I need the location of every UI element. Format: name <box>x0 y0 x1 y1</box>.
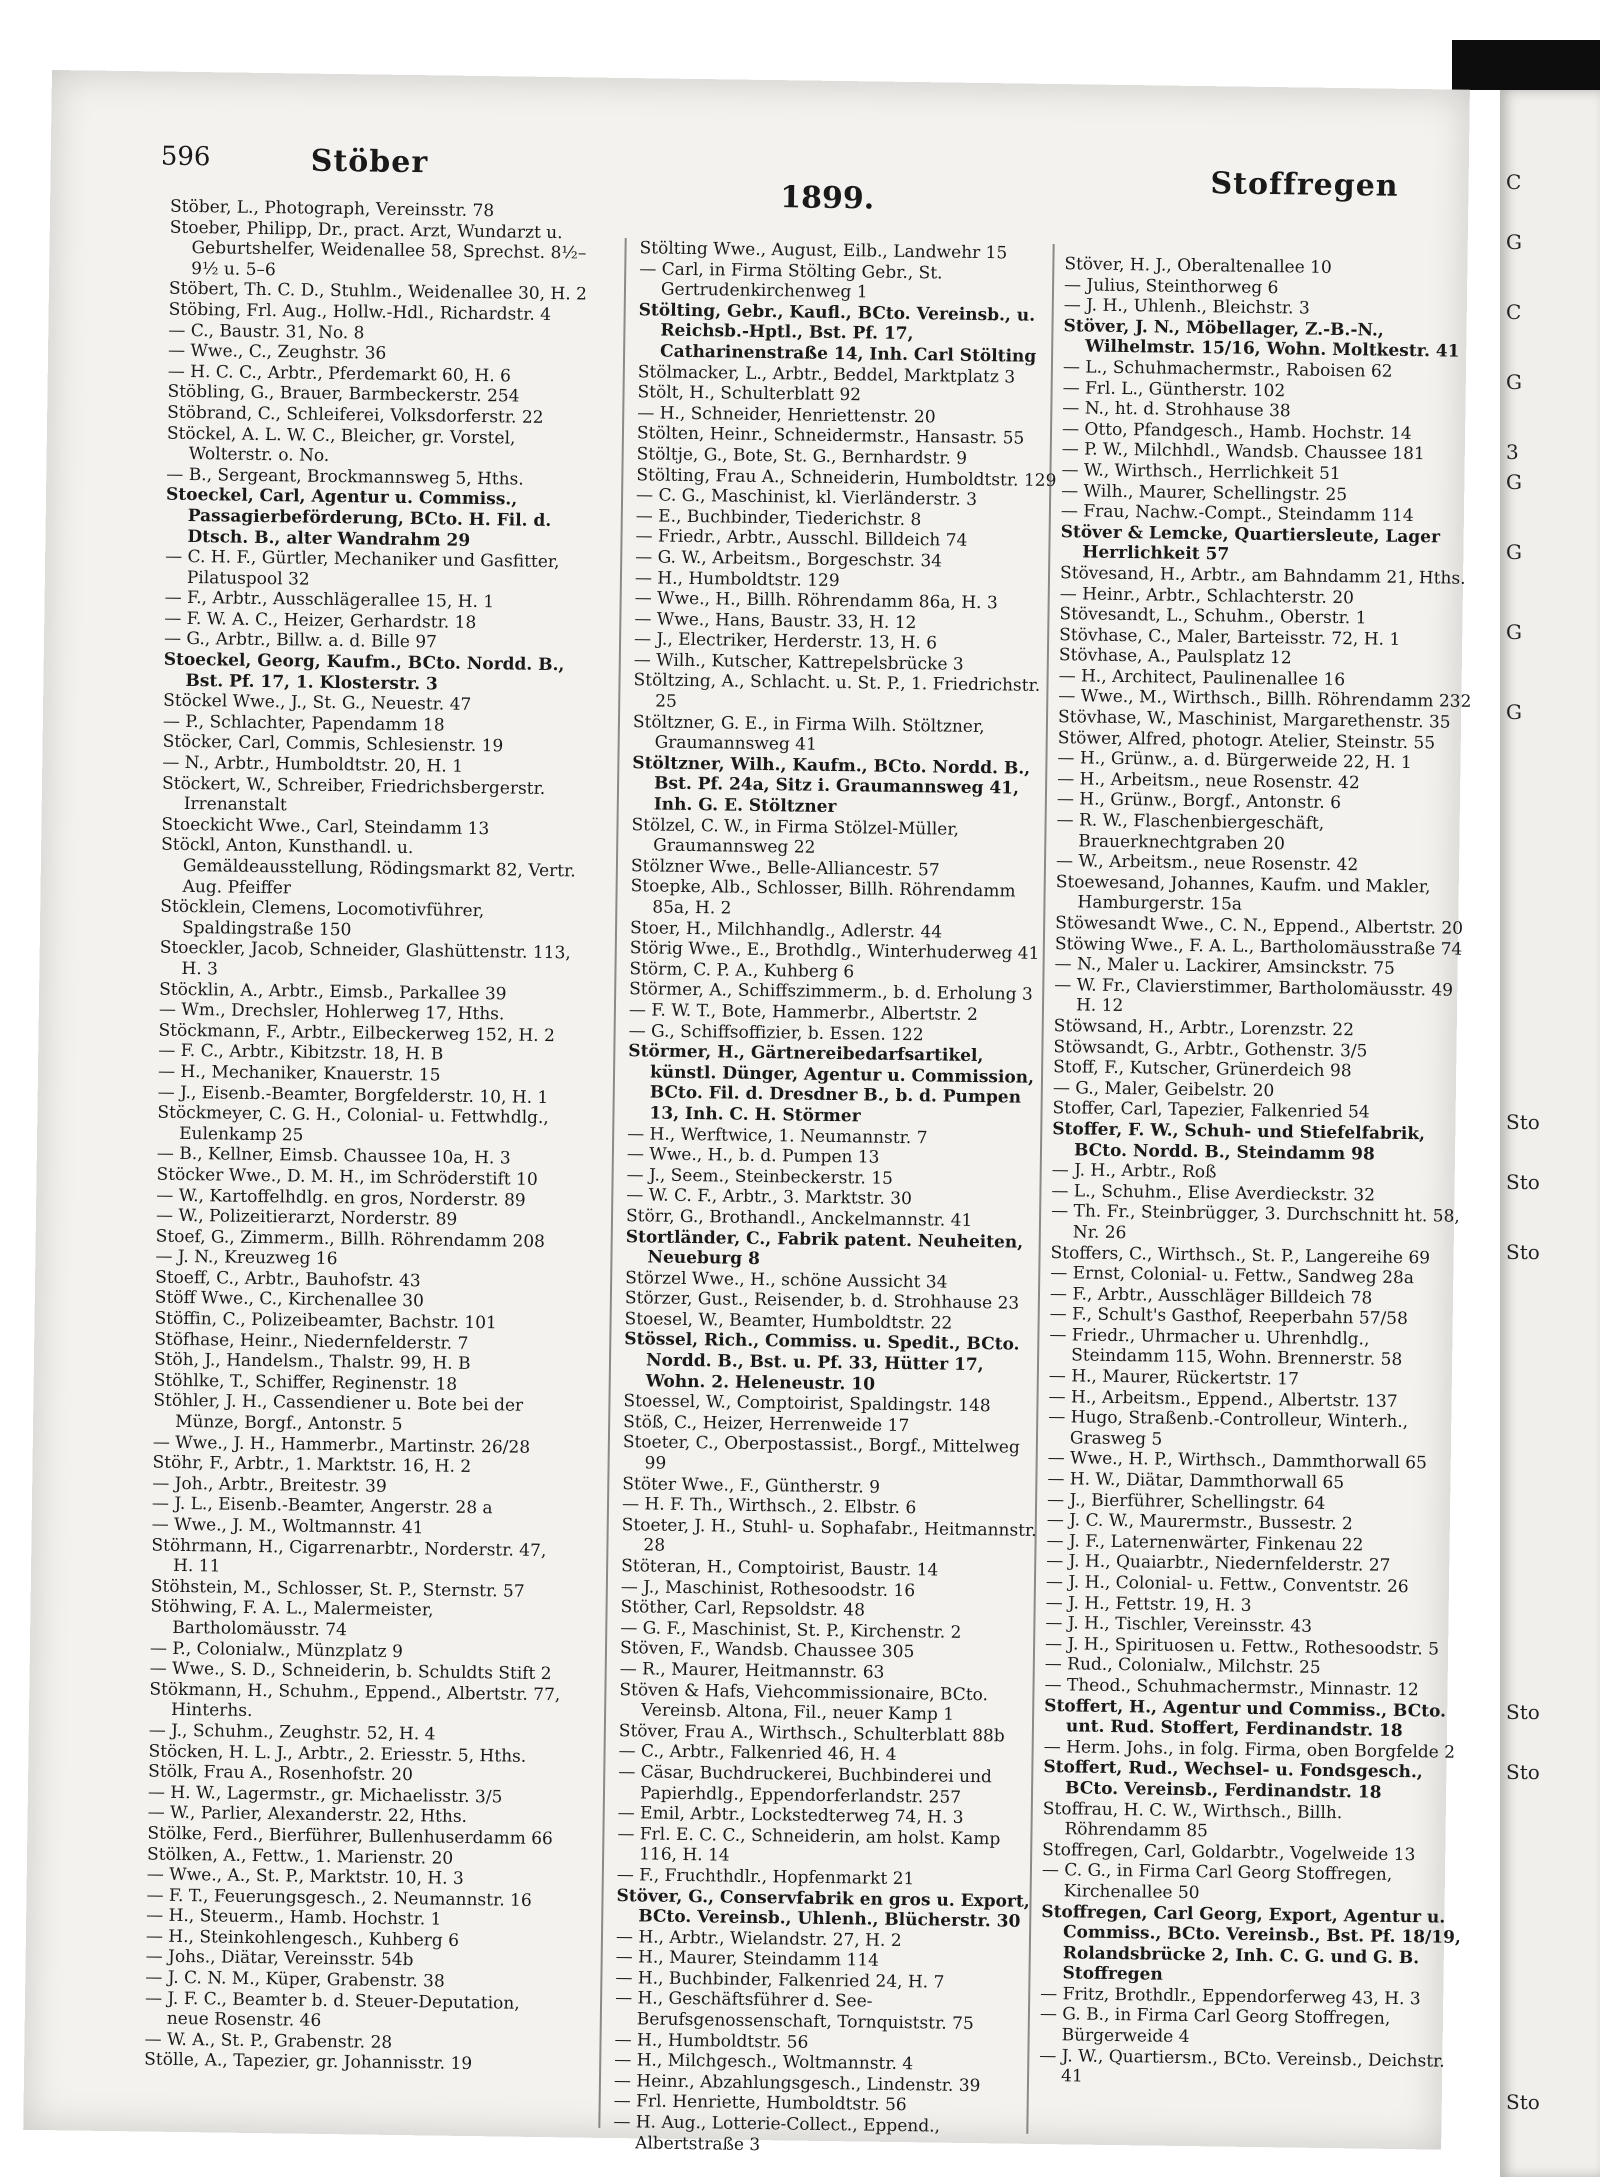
directory-entry: — Wwe., H., b. d. Pumpen 13 <box>626 1144 880 1168</box>
directory-entry: — C., Baustr. 31, No. 8 <box>168 320 365 343</box>
directory-entry: Stoeckicht Wwe., Carl, Steindamm 13 <box>161 814 490 839</box>
directory-entry: — Friedr., Uhrmacher u. Uhrenhdlg., Steindamm 115, Wohn. Brennerstr. 58 <box>1049 1324 1403 1371</box>
directory-entry: — C. G., Maschinist, kl. Vierländerstr. 3 <box>635 485 978 511</box>
directory-entry: Stölt, H., Schulterblatt 92 <box>637 382 862 406</box>
page-number: 596 <box>160 141 211 173</box>
directory-entry: Stöteran, H., Comptoirist, Baustr. 14 <box>621 1556 939 1581</box>
directory-entry: — J. H., Quaiarbtr., Niedernfelderstr. 27 <box>1046 1551 1391 1577</box>
directory-entry: — B., Sergeant, Brockmannsweg 5, Hths. <box>166 464 524 490</box>
directory-entry: — J. H., Colonial- u. Fettw., Conventstr. 26 <box>1045 1572 1409 1598</box>
directory-entry: Stoffers, C., Wirthsch., St. P., Langereihe 69 <box>1050 1242 1431 1268</box>
directory-entry: — G. B., in Firma Carl Georg Stoffregen, Bürgerweide 4 <box>1039 2004 1391 2048</box>
directory-entry: Störmer, H., Gärtnereibedarfsartikel, künstl. Dünger, Agentur u. Commission, BCto. Fil. d. Dresdner B., b. d. Pumpen 13, Inh. C. H. Störmer <box>628 1041 1035 1127</box>
directory-entry: — Otto, Pfandgesch., Hamb. Hochstr. 14 <box>1061 418 1412 444</box>
directory-entry: Stöcken, H. L. J., Arbtr., 2. Eriesstr. 5, Hths. <box>148 1741 527 1767</box>
next-page-fragment: 3 <box>1506 440 1519 464</box>
directory-entry: Stöcker Wwe., D. M. H., im Schröderstift 10 <box>156 1164 538 1190</box>
directory-entry: Stöltzing, A., Schlacht. u. St. P., 1. Friedrichstr. 25 <box>633 670 1041 712</box>
directory-entry: Stoffer, F. W., Schuh- und Stiefelfabrik, BCto. Nordd. B., Steindamm 98 <box>1052 1119 1426 1165</box>
directory-entry: Stöckert, W., Schreiber, Friedrichsbergerstr. Irrenanstalt <box>161 773 546 816</box>
directory-entry: — F., Arbtr., Ausschlägerallee 15, H. 1 <box>164 587 495 613</box>
directory-entry: — H., Grünw., Borgf., Antonstr. 6 <box>1056 789 1342 814</box>
directory-entry: Stoff, F., Kutscher, Grünerdeich 98 <box>1053 1057 1352 1082</box>
directory-entry: Stöver, Frau A., Wirthsch., Schulterblatt 88b <box>618 1720 1005 1747</box>
scanner-shadow <box>1452 40 1600 90</box>
directory-entry: — Herm. Johs., in folg. Firma, oben Borgfelde 2 <box>1043 1736 1456 1763</box>
directory-entry: — R., Maurer, Heitmannstr. 63 <box>619 1659 885 1683</box>
directory-entry: Störzel Wwe., H., schöne Aussicht 34 <box>625 1267 948 1293</box>
directory-entry: Stöbing, Frl. Aug., Hollw.-Hdl., Richardstr. 4 <box>168 299 552 325</box>
directory-entry: — Heinr., Abzahlungsgesch., Lindenstr. 39 <box>613 2070 981 2097</box>
directory-entry: Stölten, Heinr., Schneidermstr., Hansastr. 55 <box>636 423 1025 449</box>
directory-entry: Stöver, G., Conservfabrik en gros u. Export, BCto. Vereinsb., Uhlenh., Blücherstr. 30 <box>616 1885 1030 1932</box>
directory-entry: Stoer, H., Milchhandlg., Adlerstr. 44 <box>629 917 943 943</box>
directory-entry: — N., Maler u. Lackirer, Amsinckstr. 75 <box>1054 954 1395 980</box>
next-page-fragment: G <box>1506 370 1522 394</box>
directory-entry: — Wwe., J. H., Hammerbr., Martinstr. 26/28 <box>152 1432 531 1458</box>
directory-entry: Stöven, F., Wandsb. Chaussee 305 <box>619 1638 915 1663</box>
directory-entry: Stölzel, C. W., in Firma Stölzel-Müller, Graumannsweg 22 <box>631 814 960 858</box>
directory-entry: Stölke, Ferd., Bierführer, Bullenhuserdamm 66 <box>147 1823 553 1850</box>
directory-entry: — H., Milchgesch., Woltmannstr. 4 <box>614 2050 914 2075</box>
directory-entry: Stövhase, C., Maler, Barteisstr. 72, H. 1 <box>1059 624 1401 650</box>
directory-entry: — H. C. C., Arbtr., Pferdemarkt 60, H. 6 <box>167 361 512 387</box>
directory-entry: Störr, G., Brothandl., Anckelmannstr. 41 <box>625 1206 973 1231</box>
next-page-fragment: G <box>1506 470 1522 494</box>
directory-entry: Stöhler, J. H., Cassendiener u. Bote bei der Münze, Borgf., Antonstr. 5 <box>153 1390 524 1436</box>
directory-entry: — J. H., Spirituosen u. Fettw., Rothesoodstr. 5 <box>1044 1633 1440 1660</box>
directory-entry: — B., Kellner, Eimsb. Chaussee 10a, H. 3 <box>156 1143 511 1169</box>
directory-entry: — Wilh., Kutscher, Kattrepelsbrücke 3 <box>633 650 964 675</box>
directory-entry: Stöwsand, H., Arbtr., Lorenzstr. 22 <box>1053 1016 1355 1041</box>
directory-entry: — Wwe., Hans, Baustr. 33, H. 12 <box>634 608 917 633</box>
directory-entry: — Frl. E. C. C., Schneiderin, am holst. Kamp 116, H. 14 <box>617 1823 1001 1866</box>
directory-entry: — H., Arbeitsm., neue Rosenstr. 42 <box>1057 768 1360 794</box>
directory-entry: Stöckmeyer, C. G. H., Colonial- u. Fettwhdlg., Eulenkamp 25 <box>157 1102 549 1146</box>
directory-entry: — Joh., Arbtr., Breitestr. 39 <box>152 1473 387 1497</box>
directory-entry: — Johs., Diätar, Vereinsstr. 54b <box>145 1946 414 1971</box>
header-right-catchword: Stoffregen <box>1210 166 1399 204</box>
directory-entry: Stoffer, Carl, Tapezier, Falkenried 54 <box>1052 1098 1370 1123</box>
directory-entry: Stölting Wwe., August, Eilb., Landwehr 15 <box>639 238 1008 264</box>
directory-entry: Stöfhase, Heinr., Niedernfelderstr. 7 <box>154 1329 469 1354</box>
directory-entry: Stölzner Wwe., Belle-Alliancestr. 57 <box>630 855 940 881</box>
directory-entry: — C. H. F., Gürtler, Mechaniker und Gasfitter, Pilatuspool 32 <box>165 546 560 590</box>
directory-entry: — H., Humboldtstr. 129 <box>634 567 840 591</box>
directory-entry: — Cäsar, Buchdruckerei, Buchbinderei und Papierhdlg., Eppendorferlandstr. 257 <box>618 1762 992 1808</box>
directory-entry: — H. F. Th., Wirthsch., 2. Elbstr. 6 <box>621 1494 917 1519</box>
directory-entry: Stökmann, H., Schuhm., Eppend., Albertstr. 77, Hinterhs. <box>149 1679 561 1722</box>
directory-entry: — E., Buchbinder, Tiederichstr. 8 <box>635 505 922 530</box>
directory-entry: — Wwe., A., St. P., Marktstr. 10, H. 3 <box>146 1864 464 1890</box>
directory-entry: — W., Polizeitierarzt, Norderstr. 89 <box>155 1205 458 1230</box>
directory-entry: — Carl, in Firma Stölting Gebr., St. Gertrudenkirchenweg 1 <box>639 258 943 303</box>
directory-entry: — P. W., Milchhdl., Wandsb. Chaussee 181 <box>1061 439 1425 465</box>
next-page-fragment: G <box>1506 700 1522 724</box>
directory-entry: Stöhr, F., Arbtr., 1. Marktstr. 16, H. 2 <box>152 1452 472 1478</box>
directory-entry: Stoeter, J. H., Stuhl- u. Sophafabr., Heitmannstr. 28 <box>621 1514 1037 1557</box>
directory-entry: — G., Maler, Geibelstr. 20 <box>1052 1077 1275 1101</box>
directory-entry: — H., Steuerm., Hamb. Hochstr. 1 <box>146 1905 442 1930</box>
directory-entry: — J. F. C., Beamter b. d. Steuer-Deputation, neue Rosenstr. 46 <box>144 1988 520 2032</box>
directory-entry: — G. W., Arbeitsm., Borgeschstr. 34 <box>635 547 943 572</box>
directory-entry: — P., Schlachter, Papendamm 18 <box>162 711 445 736</box>
directory-entry: Störzer, Gust., Reisender, b. d. Strohhause 23 <box>624 1288 1020 1314</box>
directory-entry: Stöber, L., Photograph, Vereinsstr. 78 <box>169 196 495 222</box>
directory-entry: — H., Grünw., a. d. Bürgerweide 22, H. 1 <box>1057 748 1412 774</box>
directory-entry: — H., Buchbinder, Falkenried 24, H. 7 <box>615 1967 945 1993</box>
directory-entry: — J., Schuhm., Zeughstr. 52, H. 4 <box>148 1720 436 1745</box>
next-page-fragment: Sto <box>1506 1700 1540 1724</box>
directory-entry: — Frl. L., Güntherstr. 102 <box>1062 377 1286 401</box>
directory-entry: Stöwer, Alfred, photogr. Atelier, Steinstr. 55 <box>1057 727 1436 754</box>
directory-entry: — J. L., Eisenb.-Beamter, Angerstr. 28 a <box>151 1493 493 1519</box>
next-page-fragment: Sto <box>1506 1760 1540 1784</box>
directory-entry: — H., Humboldtstr. 56 <box>614 2029 809 2053</box>
directory-entry: Stöltzner, Wilh., Kaufm., BCto. Nordd. B., Bst. Pf. 24a, Sitz i. Graumannsweg 41, Inh. G. E. Stöltzner <box>632 753 1031 818</box>
directory-entry: Stöver, J. N., Möbellager, Z.-B.-N., Wilhelmstr. 15/16, Wohn. Moltkestr. 41 <box>1063 315 1460 363</box>
directory-entry: — J. N., Kreuzweg 16 <box>155 1246 338 1270</box>
directory-entry: Stöcklin, A., Arbtr., Eimsb., Parkallee 39 <box>159 979 507 1004</box>
directory-entry: Stoffert, Rud., Wechsel- u. Fondsgesch., BCto. Vereinsb., Ferdinandstr. 18 <box>1043 1757 1423 1803</box>
directory-entry: Stölmacker, L., Arbtr., Beddel, Marktplatz 3 <box>637 361 1016 388</box>
directory-entry: Stövhase, A., Paulsplatz 12 <box>1058 645 1292 669</box>
directory-entry: — F. W. T., Bote, Hammerbr., Albertstr. 2 <box>628 1000 978 1025</box>
directory-entry: — W., Parlier, Alexanderstr. 22, Hths. <box>147 1802 468 1828</box>
header-left-catchword: Stöber <box>310 143 429 181</box>
directory-entry: Stöcklein, Clemens, Locomotivführer, Spaldingstraße 150 <box>160 896 485 941</box>
directory-entry: — Hugo, Straßenb.-Controlleur, Winterh., Grasweg 5 <box>1048 1407 1409 1450</box>
directory-entry: — G., Arbtr., Billw. a. d. Bille 97 <box>163 629 438 653</box>
directory-entry: — Frl. Henriette, Humboldtstr. 56 <box>613 2091 907 2116</box>
directory-entry: — H., Maurer, Steindamm 114 <box>615 1947 880 1972</box>
next-page-fragment: G <box>1506 540 1522 564</box>
directory-entry: — Wwe., J. M., Woltmannstr. 41 <box>151 1514 424 1539</box>
directory-entry: — Wwe., H., Billh. Röhrendamm 86a, H. 3 <box>634 588 998 614</box>
directory-entry: Stöß, C., Heizer, Herrenweide 17 <box>623 1411 910 1436</box>
directory-entry: — G. F., Maschinist, St. P., Kirchenstr. 2 <box>620 1617 962 1643</box>
directory-entry: Störig Wwe., E., Brothdlg., Winterhuderweg 41 <box>629 938 1040 965</box>
directory-entry: — L., Schuhm., Elise Averdieckstr. 32 <box>1051 1180 1376 1206</box>
directory-entry: Stöckl, Anton, Kunsthandl. u. Gemäldeausstellung, Rödingsmarkt 82, Vertr. Aug. Pfeiffer <box>161 835 576 899</box>
directory-entry: — J. H., Arbtr., Roß <box>1051 1160 1217 1183</box>
directory-entry: — H., Schneider, Henriettenstr. 20 <box>637 402 936 428</box>
directory-entry: Stoffert, H., Agentur und Commiss., BCto. unt. Rud. Stoffert, Ferdinandstr. 18 <box>1044 1695 1447 1742</box>
directory-entry: Stöhwing, F. A. L., Malermeister, Bartholomäusstr. 74 <box>150 1596 434 1641</box>
directory-entry: — G., Schiffsoffizier, b. Essen. 122 <box>628 1020 924 1045</box>
directory-page <box>23 70 1472 2155</box>
directory-entry: — Wwe., S. D., Schneiderin, b. Schuldts Stift 2 <box>149 1658 552 1685</box>
directory-entry: — J. W., Quartiersm., BCto. Vereinsb., Deichstr. 41 <box>1039 2045 1445 2087</box>
directory-entry: Stöff Wwe., C., Kirchenallee 30 <box>154 1288 424 1312</box>
directory-entry: — J., Eisenb.-Beamter, Borgfelderstr. 10, H. 1 <box>157 1082 549 1108</box>
directory-entry: — W. A., St. P., Grabenstr. 28 <box>144 2029 393 2053</box>
directory-entry: — J., Bierführer, Schellingstr. 64 <box>1046 1489 1326 1514</box>
directory-entry: Stöffin, C., Polizeibeamter, Bachstr. 101 <box>154 1308 497 1334</box>
directory-entry: — F., Schult's Gasthof, Reeperbahn 57/58 <box>1049 1304 1408 1330</box>
directory-entry: Störmer, A., Schiffszimmerm., b. d. Erholung 3 <box>629 979 1033 1006</box>
directory-entry: — H., Mechaniker, Knauerstr. 15 <box>157 1061 441 1086</box>
directory-entry: Stoepke, Alb., Schlosser, Billh. Röhrendamm 85a, H. 2 <box>630 876 1016 919</box>
directory-entry: — J., Maschinist, Rothesoodstr. 16 <box>620 1576 916 1601</box>
directory-entry: Stöver & Lemcke, Quartiersleute, Lager Herrlichkeit 57 <box>1060 521 1441 565</box>
directory-entry: Stoffregen, Carl, Goldarbtr., Vogelweide 13 <box>1042 1839 1416 1865</box>
directory-entry: Stoef, G., Zimmerm., Billh. Röhrendamm 208 <box>155 1226 546 1252</box>
directory-entry: — J. F., Laternenwärter, Finkenau 22 <box>1046 1530 1364 1556</box>
directory-entry: — P., Colonialw., Münzplatz 9 <box>149 1638 404 1662</box>
directory-entry: Stövesand, H., Arbtr., am Bahndamm 21, Hths. <box>1059 563 1466 589</box>
directory-entry: Stoeter, C., Oberpostassist., Borgf., Mittelweg 99 <box>622 1432 1020 1474</box>
directory-entry: — J. H., Fettstr. 19, H. 3 <box>1045 1592 1252 1616</box>
directory-entry: Stoeff, C., Arbtr., Bauhofstr. 43 <box>155 1267 421 1292</box>
directory-entry: — H., Arbtr., Wielandstr. 27, H. 2 <box>615 1926 902 1951</box>
directory-entry: Stöver, H. J., Oberaltenallee 10 <box>1064 254 1332 278</box>
next-page-fragment: Sto <box>1506 2090 1540 2114</box>
directory-entry: — W., Kartoffelhdlg. en gros, Norderstr. 89 <box>156 1185 526 1211</box>
directory-entry: — Ernst, Colonial- u. Fettw., Sandweg 28a <box>1050 1263 1415 1289</box>
directory-entry: Stöcker, Carl, Commis, Schlesienstr. 19 <box>162 732 504 757</box>
directory-entry: — R. W., Flaschenbiergeschäft, Brauerknechtgraben 20 <box>1056 810 1325 854</box>
directory-entry: — C., Arbtr., Falkenried 46, H. 4 <box>618 1741 897 1766</box>
directory-entry: — Wwe., H. P., Wirthsch., Dammthorwall 65 <box>1047 1448 1428 1474</box>
directory-entry: Stölle, A., Tapezier, gr. Johannisstr. 19 <box>144 2049 473 2075</box>
directory-entry: — N., Arbtr., Humboldtstr. 20, H. 1 <box>162 752 464 777</box>
directory-entry: Stölting, Frau A., Schneiderin, Humboldtstr. 129 <box>636 464 1057 491</box>
directory-entry: — H. W., Diätar, Dammthorwall 65 <box>1047 1469 1345 1494</box>
directory-entry: Stoeckler, Jacob, Schneider, Glashüttenstr. 113, H. 3 <box>159 937 571 980</box>
directory-entry: Stoewesand, Johannes, Kaufm. und Makler, Hamburgerstr. 15a <box>1055 871 1431 916</box>
directory-entry: — Th. Fr., Steinbrügger, 3. Durchschnitt ht. 58, Nr. 26 <box>1051 1201 1460 1244</box>
directory-entry: — Frau, Nachw.-Compt., Steindamm 114 <box>1060 501 1414 527</box>
directory-entry: Stöckmann, F., Arbtr., Eilbeckerweg 152, H. 2 <box>158 1020 555 1046</box>
directory-entry: Stövesandt, L., Schuhm., Oberstr. 1 <box>1059 604 1367 629</box>
directory-entry: — H. W., Lagermstr., gr. Michaelisstr. 3/5 <box>147 1782 503 1808</box>
directory-entry: Stöbling, G., Brauer, Barmbeckerstr. 254 <box>167 381 520 407</box>
adjacent-page-edge <box>1500 90 1600 2177</box>
directory-entry: — Julius, Steinthorweg 6 <box>1063 274 1279 298</box>
next-page-fragment: Sto <box>1506 1240 1540 1264</box>
directory-entry: Stöltje, G., Bote, St. G., Bernhardstr. 9 <box>636 444 968 469</box>
column-3 <box>1039 254 1485 2093</box>
directory-entry: — Theod., Schuhmachermstr., Minnastr. 12 <box>1044 1674 1419 1701</box>
directory-entry: Stöckel, A. L. W. C., Bleicher, gr. Vorstel, Wolterstr. o. No. <box>166 423 516 467</box>
directory-entry: — Wm., Drechsler, Hohlerweg 17, Hths. <box>158 999 505 1025</box>
directory-entry: — J. C. N. M., Küper, Grabenstr. 38 <box>145 1967 445 1992</box>
directory-entry: Stöhlke, T., Schiffer, Reginenstr. 18 <box>153 1370 458 1395</box>
directory-entry: — F. C., Arbtr., Kibitzstr. 18, H. B <box>158 1040 444 1065</box>
directory-entry: Stöther, Carl, Repsoldstr. 48 <box>620 1597 866 1621</box>
directory-entry: — Wilh., Maurer, Schellingstr. 25 <box>1061 480 1348 505</box>
directory-entry: Stöbrand, C., Schleiferei, Volksdorferstr. 22 <box>167 402 544 428</box>
directory-entry: Stoeber, Philipp, Dr., pract. Arzt, Wundarzt u. Geburtshelfer, Weidenallee 58, Sprechst. 8½–9½ u. 5–6 <box>169 217 587 280</box>
directory-entry: — L., Schuhmachermstr., Raboisen 62 <box>1062 357 1393 382</box>
directory-entry: — J., Electriker, Herderstr. 13, H. 6 <box>633 629 938 654</box>
directory-entry: Stöltzner, G. E., in Firma Wilh. Stöltzner, Graumannsweg 41 <box>632 711 985 755</box>
next-page-fragment: Sto <box>1506 1170 1540 1194</box>
directory-entry: Stoffregen, Carl Georg, Export, Agentur u. Commiss., BCto. Vereinsb., Bst. Pf. 18/19, Rolandsbrücke 2, Inh. C. G. und G. B. Stoffregen <box>1041 1901 1461 1985</box>
next-page-fragment: G <box>1506 230 1522 254</box>
directory-entry: Stöhstein, M., Schlosser, St. P., Sternstr. 57 <box>150 1576 525 1602</box>
next-page-fragment: Sto <box>1506 1110 1540 1134</box>
directory-entry: — Fritz, Brothdlr., Eppendorferweg 43, H. 3 <box>1040 1983 1421 2010</box>
directory-entry: — N., ht. d. Strohhause 38 <box>1062 398 1291 422</box>
directory-entry: — Emil, Arbtr., Lockstedterweg 74, H. 3 <box>617 1803 964 1829</box>
directory-entry: Stortländer, C., Fabrik patent. Neuheiten, Neueburg 8 <box>625 1226 1024 1270</box>
next-page-fragment: G <box>1506 620 1522 644</box>
directory-entry: — Rud., Colonialw., Milchstr. 25 <box>1044 1654 1321 1679</box>
header-year: 1899. <box>780 180 875 217</box>
directory-entry: Stöwsandt, G., Arbtr., Gothenstr. 3/5 <box>1053 1036 1368 1062</box>
directory-entry: — Wwe., M., Wirthsch., Billh. Röhrendamm 232 <box>1058 686 1472 713</box>
directory-entry: — H., Geschäftsführer d. See-Berufsgenossenschaft, Tornquiststr. 75 <box>614 1988 974 2035</box>
directory-entry: — J. C. W., Maurermstr., Bussestr. 2 <box>1046 1510 1353 1535</box>
directory-entry: Stöwesandt Wwe., C. N., Eppend., Albertstr. 20 <box>1055 913 1464 939</box>
directory-entry: — H., Architect, Paulinenallee 16 <box>1058 665 1346 690</box>
directory-entry: Stöbert, Th. C. D., Stuhlm., Weidenallee 30, H. 2 <box>168 279 588 305</box>
directory-entry: Stössel, Rich., Commiss. u. Spedit., BCto. Nordd. B., Bst. u. Pf. 33, Hütter 17, Wohn. 2. Heleneustr. 10 <box>624 1329 1020 1395</box>
directory-entry: Stölk, Frau A., Rosenhofstr. 20 <box>148 1761 414 1786</box>
directory-entry: — H., Maurer, Rückertstr. 17 <box>1048 1366 1300 1390</box>
directory-entry: — H. Aug., Lotterie-Collect., Eppend., Albertstraße 3 <box>613 2112 941 2155</box>
directory-entry: Stoesel, W., Beamter, Humboldtstr. 22 <box>624 1308 953 1334</box>
directory-entry: — H., Steinkohlengesch., Kuhberg 6 <box>145 1926 460 1951</box>
directory-entry: — J. H., Tischler, Vereinsstr. 43 <box>1045 1613 1313 1637</box>
directory-entry: Stöhrmann, H., Cigarrenarbtr., Norderstr. 47, H. 11 <box>151 1535 547 1577</box>
directory-entry: — W. Fr., Clavierstimmer, Bartholomäusstr. 49 H. 12 <box>1054 974 1454 1017</box>
next-page-fragment: C <box>1506 170 1522 194</box>
directory-entry: Stölken, A., Fettw., 1. Marienstr. 20 <box>146 1844 454 1869</box>
directory-entry: — J., Seem., Steinbeckerstr. 15 <box>626 1164 894 1189</box>
directory-entry: Stoeckel, Carl, Agentur u. Commiss., Passagierbeförderung, BCto. H. Fil. d. Dtsch. B., alter Wandrahm 29 <box>165 484 552 551</box>
directory-entry: Stöven & Hafs, Viehcommissionaire, BCto. Vereinsb. Altona, Fil., neuer Kamp 1 <box>619 1679 989 1725</box>
directory-entry: Stoeckel, Georg, Kaufm., BCto. Nordd. B., Bst. Pf. 17, 1. Klosterstr. 3 <box>163 649 565 695</box>
directory-entry: Störm, C. P. A., Kuhberg 6 <box>629 958 855 983</box>
directory-entry: — J. H., Uhlenh., Bleichstr. 3 <box>1063 295 1310 319</box>
directory-entry: — F. T., Feuerungsgesch., 2. Neumannstr. 16 <box>146 1885 532 1911</box>
column-1 <box>144 197 590 2077</box>
directory-entry: Stövhase, W., Maschinist, Margarethenstr. 35 <box>1057 707 1451 733</box>
directory-entry: Stöckel Wwe., J., St. G., Neuestr. 47 <box>163 690 472 716</box>
directory-entry: — C. G., in Firma Carl Georg Stoffregen, Kirchenallee 50 <box>1041 1860 1393 1904</box>
directory-entry: Stoffrau, H. C. W., Wirthsch., Billh. Röhrendamm 85 <box>1042 1798 1343 1842</box>
directory-entry: — W., Wirthsch., Herrlichkeit 51 <box>1061 460 1341 484</box>
directory-entry: — H., Arbeitsm., Eppend., Albertstr. 137 <box>1048 1386 1398 1412</box>
directory-entry: — W., Arbeitsm., neue Rosenstr. 42 <box>1055 851 1359 876</box>
directory-entry: — F., Fruchthdlr., Hopfenmarkt 21 <box>616 1864 915 1890</box>
directory-entry: Stöter Wwe., F., Güntherstr. 9 <box>622 1473 881 1498</box>
directory-entry: Stölting, Gebr., Kaufl., BCto. Vereinsb., u. Reichsb.-Hptl., Bst. Pf. 17, Catharinenstraße 14, Inh. Carl Stölting <box>638 299 1037 367</box>
directory-entry: Stöwing Wwe., F. A. L., Bartholomäusstraße 74 <box>1054 933 1463 960</box>
directory-entry: — Friedr., Arbtr., Ausschl. Billdeich 74 <box>635 526 968 552</box>
directory-entry: Stoessel, W., Comptoirist, Spaldingstr. 148 <box>623 1391 991 1417</box>
directory-entry: — Heinr., Arbtr., Schlachterstr. 20 <box>1059 583 1355 608</box>
directory-entry: — F., Arbtr., Ausschläger Billdeich 78 <box>1049 1283 1373 1309</box>
directory-entry: Stöh, J., Handelsm., Thalstr. 99, H. B <box>153 1349 471 1375</box>
directory-entry: — H., Werftwice, 1. Neumannstr. 7 <box>627 1123 928 1148</box>
directory-entry: — Wwe., C., Zeughstr. 36 <box>167 340 387 364</box>
directory-entry: — F. W. A. C., Heizer, Gerhardstr. 18 <box>164 608 477 633</box>
next-page-fragment: C <box>1506 300 1522 324</box>
directory-entry: — W. C. F., Arbtr., 3. Marktstr. 30 <box>626 1185 913 1210</box>
column-2 <box>613 238 1060 2159</box>
